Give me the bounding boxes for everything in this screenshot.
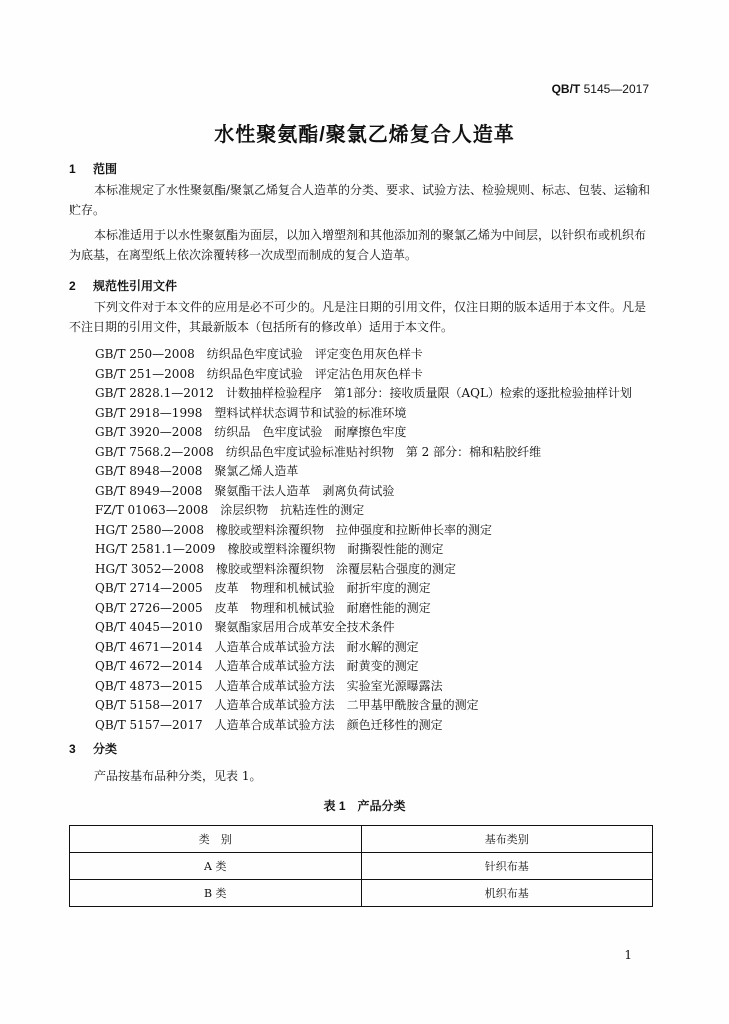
reference-item — [95, 365, 632, 385]
reference-title: 纺织品色牢度试验 评定沾色用灰色样卡 — [206, 366, 423, 381]
section-1-paragraph-2: 本标准适用于以水性聚氨酯为面层，以加入增塑剂和其他添加剂的聚氯乙烯为中间层，以针织布或机织布为底基，在离型纸上依次涂覆转移一次成型而制成的复合人造革。 — [69, 228, 647, 262]
section-3-heading — [69, 740, 117, 757]
section-2-heading — [69, 277, 177, 294]
reference-code: QB/T 2726—2005 — [95, 600, 203, 615]
reference-code: GB/T 8949—2008 — [95, 483, 203, 498]
section-3-number: 3 — [69, 742, 76, 756]
section-3-title: 分类 — [93, 742, 118, 756]
reference-item — [95, 521, 632, 541]
reference-item — [95, 540, 632, 560]
reference-item — [95, 696, 632, 716]
reference-item — [95, 599, 632, 619]
reference-code: GB/T 251—2008 — [95, 366, 195, 381]
reference-item — [95, 716, 632, 736]
reference-title: 纺织品色牢度试验 评定变色用灰色样卡 — [206, 347, 423, 361]
section-1-title: 范围 — [93, 162, 118, 176]
reference-title: 人造革合成革试验方法 耐水解的测定 — [214, 639, 419, 654]
reference-code: GB/T 2918—1998 — [95, 405, 203, 420]
reference-code: GB/T 2828.1—2012 — [95, 386, 214, 400]
reference-code: QB/T 4045—2010 — [95, 620, 203, 634]
table-header-cell: 类 别 — [70, 826, 362, 853]
reference-code: FZ/T 01063—2008 — [95, 503, 209, 517]
reference-title: 涂层织物 抗粘连性的测定 — [220, 503, 365, 517]
table-cell: B 类 — [70, 880, 362, 907]
reference-code: QB/T 4873—2015 — [95, 678, 203, 693]
reference-title: 皮革 物理和机械试验 耐磨性能的测定 — [214, 600, 431, 615]
standard-number: QB/T 5145—2017 — [551, 82, 649, 96]
table-header-row — [70, 826, 653, 853]
reference-code: HG/T 2581.1—2009 — [95, 542, 216, 556]
reference-code: QB/T 2714—2005 — [95, 581, 203, 595]
table-cell: 机织布基 — [361, 880, 653, 907]
section-1-heading — [69, 160, 117, 177]
product-classification-table — [69, 825, 653, 907]
reference-title: 人造革合成革试验方法 耐黄变的测定 — [214, 659, 419, 673]
table-cell: 针织布基 — [361, 853, 653, 880]
reference-item — [95, 638, 632, 658]
reference-code: HG/T 3052—2008 — [95, 561, 204, 576]
reference-code: QB/T 5157—2017 — [95, 717, 203, 732]
document-title: 水性聚氨酯/聚氯乙烯复合人造革 — [214, 124, 515, 146]
reference-code: GB/T 7568.2—2008 — [95, 444, 214, 459]
reference-item — [95, 443, 632, 463]
reference-title: 人造革合成革试验方法 实验室光源曝露法 — [214, 678, 443, 693]
reference-title: 皮革 物理和机械试验 耐折牢度的测定 — [214, 581, 431, 595]
reference-item — [95, 618, 632, 638]
reference-code: GB/T 250—2008 — [95, 347, 195, 361]
reference-code: HG/T 2580—2008 — [95, 522, 204, 537]
page-number: 1 — [624, 948, 632, 962]
reference-item — [95, 579, 632, 599]
reference-item — [95, 501, 632, 521]
reference-item — [95, 560, 632, 580]
reference-title: 聚氨酯家居用合成革安全技术条件 — [214, 620, 395, 634]
reference-item — [95, 482, 632, 502]
reference-item — [95, 677, 632, 697]
reference-item — [95, 423, 632, 443]
reference-title: 聚氨酯干法人造革 剥离负荷试验 — [214, 483, 395, 498]
reference-title: 橡胶或塑料涂覆织物 耐撕裂性能的测定 — [227, 542, 444, 556]
reference-item — [95, 404, 632, 424]
reference-title: 塑料试样状态调节和试验的标准环境 — [214, 405, 407, 420]
reference-code: QB/T 4671—2014 — [95, 639, 203, 654]
reference-title: 计数抽样检验程序 第1部分：接收质量限（AQL）检索的逐批检验抽样计划 — [225, 386, 632, 400]
section-1-paragraph-1: 本标准规定了水性聚氨酯/聚氯乙烯复合人造革的分类、要求、试验方法、检验规则、标志、包装、运输和贮存。 — [69, 183, 651, 217]
section-2-number: 2 — [69, 279, 76, 293]
table-cell: A 类 — [70, 853, 362, 880]
reference-item — [95, 657, 632, 677]
reference-title: 聚氯乙烯人造革 — [214, 464, 299, 478]
table-row — [70, 880, 653, 907]
reference-code: QB/T 5158—2017 — [95, 698, 203, 712]
reference-title: 橡胶或塑料涂覆织物 拉伸强度和拉断伸长率的测定 — [216, 522, 493, 537]
reference-title: 人造革合成革试验方法 颜色迁移性的测定 — [214, 717, 443, 732]
table-header-cell: 基布类别 — [361, 826, 653, 853]
reference-title: 橡胶或塑料涂覆织物 涂覆层粘合强度的测定 — [216, 561, 457, 576]
reference-code: QB/T 4672—2014 — [95, 659, 203, 673]
normative-references-list — [95, 345, 632, 735]
reference-title: 人造革合成革试验方法 二甲基甲酰胺含量的测定 — [214, 698, 479, 712]
section-3-paragraph: 产品按基布品种分类，见表 1。 — [94, 769, 262, 783]
table-row — [70, 853, 653, 880]
reference-item — [95, 345, 632, 365]
reference-code: GB/T 3920—2008 — [95, 425, 203, 439]
section-2-intro: 下列文件对于本文件的应用是必不可少的。凡是注日期的引用文件，仅注日期的版本适用于本文件。凡是不注日期的引用文件，其最新版本（包括所有的修改单）适用于本文件。 — [69, 300, 647, 334]
table-1-caption: 表 1 产品分类 — [323, 799, 406, 813]
reference-title: 纺织品 色牢度试验 耐摩擦色牢度 — [214, 425, 407, 439]
section-2-title: 规范性引用文件 — [93, 279, 178, 293]
reference-item — [95, 384, 632, 404]
reference-item — [95, 462, 632, 482]
section-1-number: 1 — [69, 162, 76, 176]
reference-code: GB/T 8948—2008 — [95, 464, 203, 478]
reference-title: 纺织品色牢度试验标准贴衬织物 第 2 部分：棉和粘胶纤维 — [225, 444, 542, 459]
